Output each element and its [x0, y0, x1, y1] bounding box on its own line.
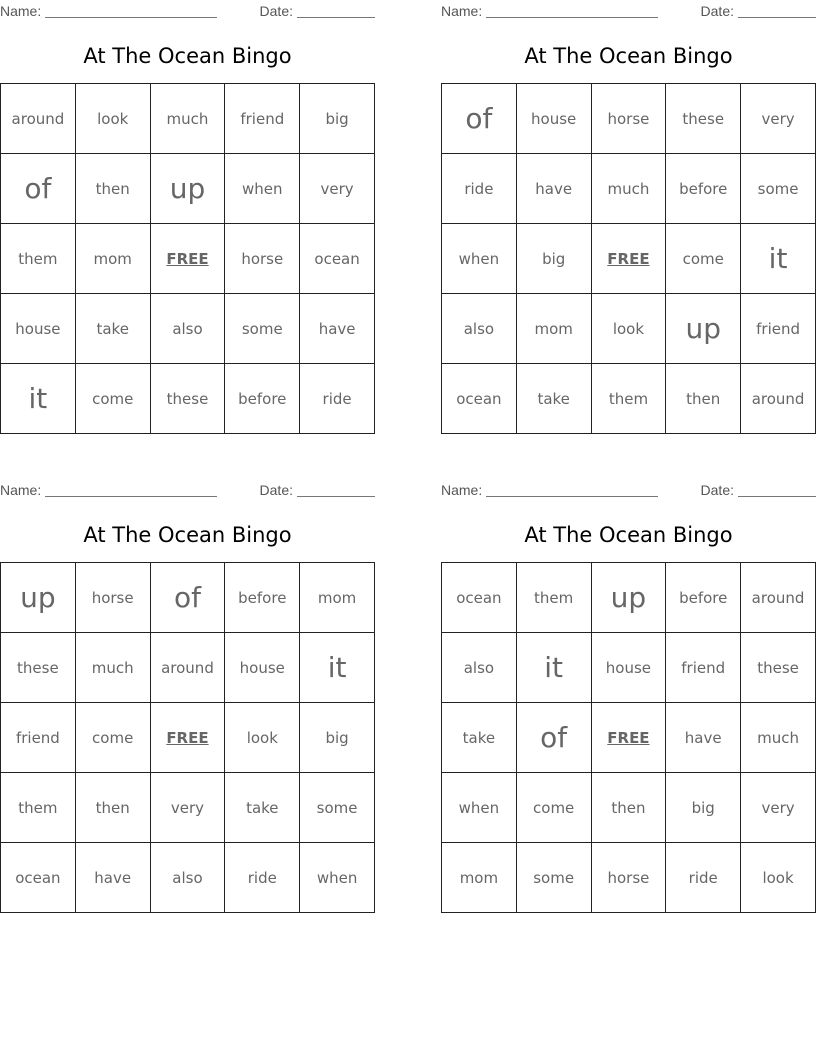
bingo-row [1, 364, 375, 434]
bingo-cell: these [150, 364, 225, 434]
bingo-cell: mom [516, 294, 591, 364]
bingo-cell: up [1, 563, 76, 633]
bingo-cell: it [300, 633, 375, 703]
card-header [0, 479, 375, 501]
bingo-cell: of [1, 154, 76, 224]
bingo-cell: ocean [300, 224, 375, 294]
name-blank-line [45, 482, 217, 497]
bingo-grid [441, 562, 816, 913]
bingo-cell: friend [1, 703, 76, 773]
bingo-row [442, 703, 816, 773]
bingo-cell: big [516, 224, 591, 294]
bingo-cell: these [666, 84, 741, 154]
free-space: FREE [150, 224, 225, 294]
bingo-cell: then [666, 364, 741, 434]
bingo-cell: when [442, 773, 517, 843]
bingo-cell: horse [591, 843, 666, 913]
bingo-cell: come [666, 224, 741, 294]
bingo-cell: ride [442, 154, 517, 224]
bingo-cell: look [225, 703, 300, 773]
bingo-row [442, 633, 816, 703]
card-title: At The Ocean Bingo [524, 44, 733, 68]
bingo-cell: take [516, 364, 591, 434]
bingo-cell: it [516, 633, 591, 703]
card-header [0, 0, 375, 22]
bingo-cell: take [225, 773, 300, 843]
bingo-cell: have [666, 703, 741, 773]
bingo-cell: house [225, 633, 300, 703]
bingo-cell: big [300, 703, 375, 773]
card-header [441, 479, 816, 501]
card-title: At The Ocean Bingo [524, 523, 733, 547]
bingo-cell: around [741, 563, 816, 633]
bingo-cell: ride [225, 843, 300, 913]
bingo-row [442, 84, 816, 154]
bingo-card-1 [0, 0, 375, 415]
free-space: FREE [591, 224, 666, 294]
name-label: Name: [0, 482, 42, 498]
bingo-cell: house [516, 84, 591, 154]
card-header [441, 0, 816, 22]
bingo-cell: look [741, 843, 816, 913]
bingo-cell: up [666, 294, 741, 364]
name-blank-line [45, 3, 217, 18]
bingo-row [442, 843, 816, 913]
bingo-cell: before [666, 563, 741, 633]
bingo-cell: much [150, 84, 225, 154]
bingo-cell: before [225, 364, 300, 434]
date-label: Date: [700, 3, 734, 19]
bingo-row [442, 154, 816, 224]
bingo-cell: before [225, 563, 300, 633]
bingo-cell: them [1, 773, 76, 843]
bingo-cell: look [75, 84, 150, 154]
bingo-row [1, 294, 375, 364]
bingo-cell: very [741, 84, 816, 154]
bingo-cell: friend [225, 84, 300, 154]
bingo-cell: horse [591, 84, 666, 154]
bingo-cell: when [300, 843, 375, 913]
bingo-grid [0, 83, 375, 434]
bingo-cell: some [741, 154, 816, 224]
bingo-cell: up [591, 563, 666, 633]
name-blank-line [486, 3, 658, 18]
bingo-cell: also [150, 294, 225, 364]
bingo-cell: take [75, 294, 150, 364]
bingo-cell: it [741, 224, 816, 294]
date-label: Date: [259, 482, 293, 498]
bingo-row [1, 703, 375, 773]
date-field [701, 3, 816, 19]
bingo-grid [0, 562, 375, 913]
bingo-row [1, 84, 375, 154]
bingo-cell: big [666, 773, 741, 843]
bingo-cell: of [442, 84, 517, 154]
bingo-cell: some [300, 773, 375, 843]
bingo-cell: them [516, 563, 591, 633]
bingo-cell: take [442, 703, 517, 773]
bingo-row [1, 773, 375, 843]
free-space: FREE [150, 703, 225, 773]
bingo-row [1, 154, 375, 224]
bingo-cell: friend [741, 294, 816, 364]
name-label: Name: [0, 3, 42, 19]
name-label: Name: [441, 482, 483, 498]
bingo-cell: ocean [442, 364, 517, 434]
bingo-cell: when [442, 224, 517, 294]
bingo-cell: much [591, 154, 666, 224]
bingo-row [442, 773, 816, 843]
bingo-card-3 [0, 479, 375, 887]
free-space: FREE [591, 703, 666, 773]
name-label: Name: [441, 3, 483, 19]
bingo-cell: around [150, 633, 225, 703]
bingo-cell: mom [300, 563, 375, 633]
card-title: At The Ocean Bingo [83, 523, 292, 547]
bingo-grid [441, 83, 816, 434]
bingo-cell: mom [442, 843, 517, 913]
bingo-cell: some [516, 843, 591, 913]
bingo-cell: of [516, 703, 591, 773]
name-field [441, 482, 658, 498]
bingo-card-4 [441, 479, 816, 887]
bingo-row [1, 224, 375, 294]
date-label: Date: [259, 3, 293, 19]
bingo-cell: much [75, 633, 150, 703]
bingo-cell: ride [666, 843, 741, 913]
bingo-cell: friend [666, 633, 741, 703]
bingo-cell: very [150, 773, 225, 843]
bingo-cell: up [150, 154, 225, 224]
bingo-cell: much [741, 703, 816, 773]
bingo-cell: then [75, 154, 150, 224]
bingo-cell: these [741, 633, 816, 703]
date-blank-line [738, 3, 816, 18]
bingo-cell: before [666, 154, 741, 224]
date-field [260, 3, 375, 19]
bingo-cell: have [516, 154, 591, 224]
bingo-row [442, 563, 816, 633]
bingo-row [1, 633, 375, 703]
bingo-cell: horse [75, 563, 150, 633]
bingo-cell: come [75, 703, 150, 773]
bingo-card-2 [441, 0, 816, 408]
bingo-cell: some [225, 294, 300, 364]
bingo-cell: it [1, 364, 76, 434]
bingo-cell: them [1, 224, 76, 294]
bingo-cell: house [1, 294, 76, 364]
date-field [701, 482, 816, 498]
bingo-cell: very [741, 773, 816, 843]
bingo-cell: around [1, 84, 76, 154]
bingo-cell: when [225, 154, 300, 224]
bingo-cell: them [591, 364, 666, 434]
bingo-cell: come [75, 364, 150, 434]
bingo-cell: big [300, 84, 375, 154]
bingo-cell: horse [225, 224, 300, 294]
bingo-cell: very [300, 154, 375, 224]
bingo-cell: also [442, 294, 517, 364]
name-field [0, 482, 217, 498]
bingo-cell: then [75, 773, 150, 843]
date-blank-line [297, 482, 375, 497]
bingo-row [1, 563, 375, 633]
bingo-cell: have [300, 294, 375, 364]
bingo-cell: also [150, 843, 225, 913]
bingo-row [442, 294, 816, 364]
bingo-cell: come [516, 773, 591, 843]
bingo-cell: then [591, 773, 666, 843]
bingo-row [1, 843, 375, 913]
bingo-row [442, 224, 816, 294]
bingo-cell: ride [300, 364, 375, 434]
bingo-cell: of [150, 563, 225, 633]
bingo-cell: around [741, 364, 816, 434]
bingo-cell: have [75, 843, 150, 913]
bingo-row [442, 364, 816, 434]
bingo-cell: ocean [442, 563, 517, 633]
name-field [0, 3, 217, 19]
bingo-cell: these [1, 633, 76, 703]
card-title: At The Ocean Bingo [83, 44, 292, 68]
bingo-cell: house [591, 633, 666, 703]
bingo-cell: mom [75, 224, 150, 294]
name-field [441, 3, 658, 19]
date-blank-line [738, 482, 816, 497]
date-blank-line [297, 3, 375, 18]
date-field [260, 482, 375, 498]
bingo-cell: also [442, 633, 517, 703]
bingo-cell: ocean [1, 843, 76, 913]
date-label: Date: [700, 482, 734, 498]
bingo-cell: look [591, 294, 666, 364]
name-blank-line [486, 482, 658, 497]
